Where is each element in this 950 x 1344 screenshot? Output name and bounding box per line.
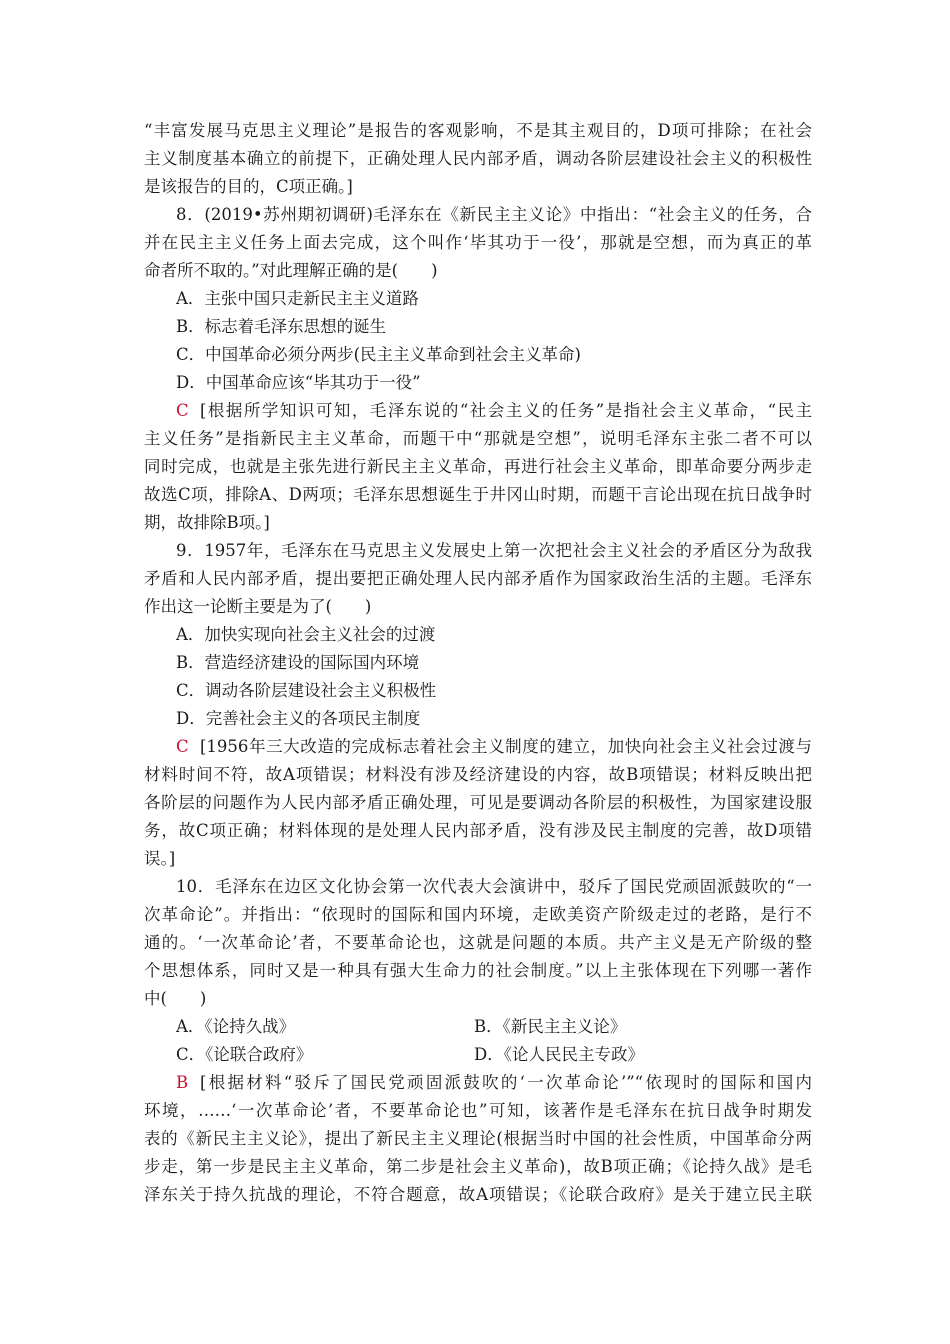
- option-a: A．《论持久战》: [176, 1017, 296, 1036]
- answer-letter: B: [176, 1073, 189, 1092]
- question-10-stem: 10．毛泽东在边区文化协会第一次代表大会演讲中，驳斥了国民党顽固派鼓吹的“一: [176, 877, 812, 896]
- option-c: C．调动各阶层建设社会主义积极性: [176, 681, 437, 700]
- question-8-stem: 8．(2019•苏州期初调研)毛泽东在《新民主主义论》中指出：“社会主义的任务，合: [176, 205, 812, 224]
- text-line: 主义制度基本确立的前提下，正确处理人民内部矛盾，调动各阶层建设社会主义的积极性: [144, 149, 812, 168]
- explanation-line: [根据所学知识可知，毛泽东说的“社会主义的任务”是指社会主义革命，“民主: [200, 401, 812, 420]
- answer-letter: C: [176, 401, 189, 420]
- text-line: 次革命论”。并指出：“依现时的国际和国内环境，走欧美资产阶级走过的老路，是行不: [144, 905, 812, 924]
- option-c: C．中国革命必须分两步(民主主义革命到社会主义革命): [176, 345, 581, 364]
- text-line: 步走，第一步是民主主义革命，第二步是社会主义革命)，故B项正确；《论持久战》是毛: [144, 1157, 812, 1176]
- text-line: 主义任务”是指新民主主义革命，而题干中“那就是空想”，说明毛泽东主张二者不可以: [144, 429, 812, 448]
- option-a: A．主张中国只走新民主主义道路: [176, 289, 419, 308]
- option-b: B．营造经济建设的国际国内环境: [176, 653, 420, 672]
- option-d: D．中国革命应该“毕其功于一役”: [176, 373, 421, 392]
- text-line: 是该报告的目的，C项正确。]: [144, 177, 353, 196]
- text-line: 故选C项，排除A、D两项；毛泽东思想诞生于井冈山时期，而题干言论出现在抗日战争时: [144, 485, 812, 504]
- text-line: 泽东关于持久抗战的理论，不符合题意，故A项错误；《论联合政府》是关于建立民主联: [144, 1185, 812, 1204]
- text-line: 矛盾和人民内部矛盾，提出要把正确处理人民内部矛盾作为国家政治生活的主题。毛泽东: [144, 569, 812, 588]
- text-line: 误。]: [144, 849, 176, 868]
- text-line: 中( ): [144, 989, 207, 1008]
- option-a: A．加快实现向社会主义社会的过渡: [176, 625, 436, 644]
- text-line: 作出这一论断主要是为了( ): [144, 597, 372, 616]
- option-d: D．完善社会主义的各项民主制度: [176, 709, 421, 728]
- option-c: C．《论联合政府》: [176, 1045, 313, 1064]
- text-line: “丰富发展马克思主义理论”是报告的客观影响，不是其主观目的，D项可排除；在社会: [144, 121, 812, 140]
- text-line: 个思想体系，同时又是一种具有强大生命力的社会制度。”以上主张体现在下列哪一著作: [144, 961, 812, 980]
- question-9-stem: 9．1957年，毛泽东在马克思主义发展史上第一次把社会主义社会的矛盾区分为敌我: [176, 541, 812, 560]
- text-line: 期，故排除B项。]: [144, 513, 270, 532]
- option-b: B．《新民主主义论》: [474, 1017, 627, 1036]
- option-b: B．标志着毛泽东思想的诞生: [176, 317, 387, 336]
- text-line: 并在民主主义任务上面去完成，这个叫作‘毕其功于一役’，那就是空想，而为真正的革: [144, 233, 812, 252]
- text-line: 材料时间不符，故A项错误；材料没有涉及经济建设的内容，故B项错误；材料反映出把: [144, 765, 812, 784]
- text-line: 环境，……‘一次革命论’者，不要革命论也”可知，该著作是毛泽东在抗日战争时期发: [144, 1101, 812, 1120]
- text-line: 表的《新民主主义论》，提出了新民主主义理论(根据当时中国的社会性质，中国革命分两: [144, 1129, 812, 1148]
- text-line: 务，故C项正确；材料体现的是处理人民内部矛盾，没有涉及民主制度的完善，故D项错: [144, 821, 812, 840]
- explanation-line: [根据材料“驳斥了国民党顽固派鼓吹的‘一次革命论’”“依现时的国际和国内: [200, 1073, 812, 1092]
- text-line: 同时完成，也就是主张先进行新民主主义革命，再进行社会主义革命，即革命要分两步走: [144, 457, 812, 476]
- explanation-line: [1956年三大改造的完成标志着社会主义制度的建立，加快向社会主义社会过渡与: [200, 737, 812, 756]
- option-d: D．《论人民民主专政》: [474, 1045, 644, 1064]
- text-line: 各阶层的问题作为人民内部矛盾正确处理，可见是要调动各阶层的积极性，为国家建设服: [144, 793, 812, 812]
- text-line: 命者所不取的。”对此理解正确的是( ): [144, 261, 438, 280]
- text-line: 通的。‘一次革命论’者，不要革命论也，这就是问题的本质。共产主义是无产阶级的整: [144, 933, 812, 952]
- answer-letter: C: [176, 737, 189, 756]
